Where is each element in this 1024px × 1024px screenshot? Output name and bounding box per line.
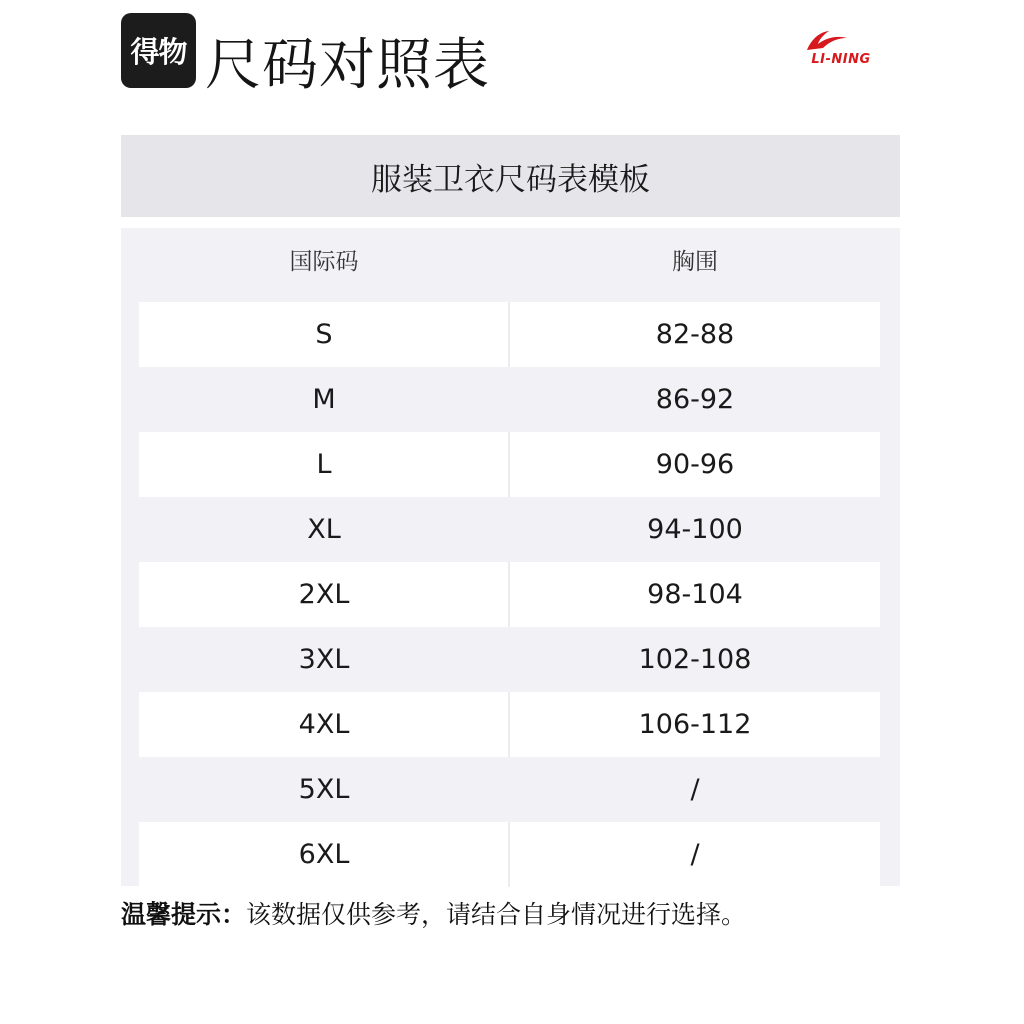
page-title: 尺码对照表: [205, 33, 490, 98]
app-logo-text: 得物: [130, 35, 187, 69]
warm-tip-note: [121, 893, 746, 937]
chest-cell: 90-96: [655, 449, 735, 480]
chest-cell: /: [690, 839, 700, 870]
size-table: [121, 228, 900, 886]
size-cell: M: [312, 384, 336, 415]
size-cell: 5XL: [298, 774, 350, 805]
brand-swoosh-icon: [801, 26, 881, 54]
table-row: [139, 822, 880, 887]
table-title-text: 服装卫衣尺码表模板: [371, 161, 650, 198]
size-cell: 6XL: [298, 839, 350, 870]
chest-cell: 94-100: [647, 514, 743, 545]
app-logo-badge: [121, 13, 196, 88]
warm-tip-label: 温馨提示：: [121, 900, 247, 929]
column-header-chest: 胸围: [672, 249, 718, 275]
warm-tip-text: 该数据仅供参考，请结合自身情况进行选择。: [246, 900, 747, 929]
table-row: [139, 302, 880, 367]
chest-cell: /: [690, 774, 700, 805]
table-row: [139, 562, 880, 627]
table-header-row: [139, 228, 880, 300]
table-row: [139, 627, 880, 692]
table-title: [121, 135, 900, 217]
size-cell: 2XL: [298, 579, 350, 610]
chest-cell: 82-88: [655, 319, 735, 350]
chest-cell: 98-104: [647, 579, 743, 610]
table-row: [139, 692, 880, 757]
brand-logo-text: LI-NING: [811, 52, 871, 67]
table-row: [139, 497, 880, 562]
size-cell: S: [315, 319, 333, 350]
table-row: [139, 367, 880, 432]
size-cell: L: [316, 449, 332, 480]
table-row: [139, 432, 880, 497]
chest-cell: 106-112: [638, 709, 752, 740]
brand-logo: [801, 26, 881, 74]
size-cell: XL: [307, 514, 341, 545]
size-cell: 3XL: [298, 644, 350, 675]
size-cell: 4XL: [298, 709, 350, 740]
table-row: [139, 757, 880, 822]
chest-cell: 102-108: [638, 644, 752, 675]
column-header-size: 国际码: [289, 249, 359, 275]
chest-cell: 86-92: [655, 384, 735, 415]
